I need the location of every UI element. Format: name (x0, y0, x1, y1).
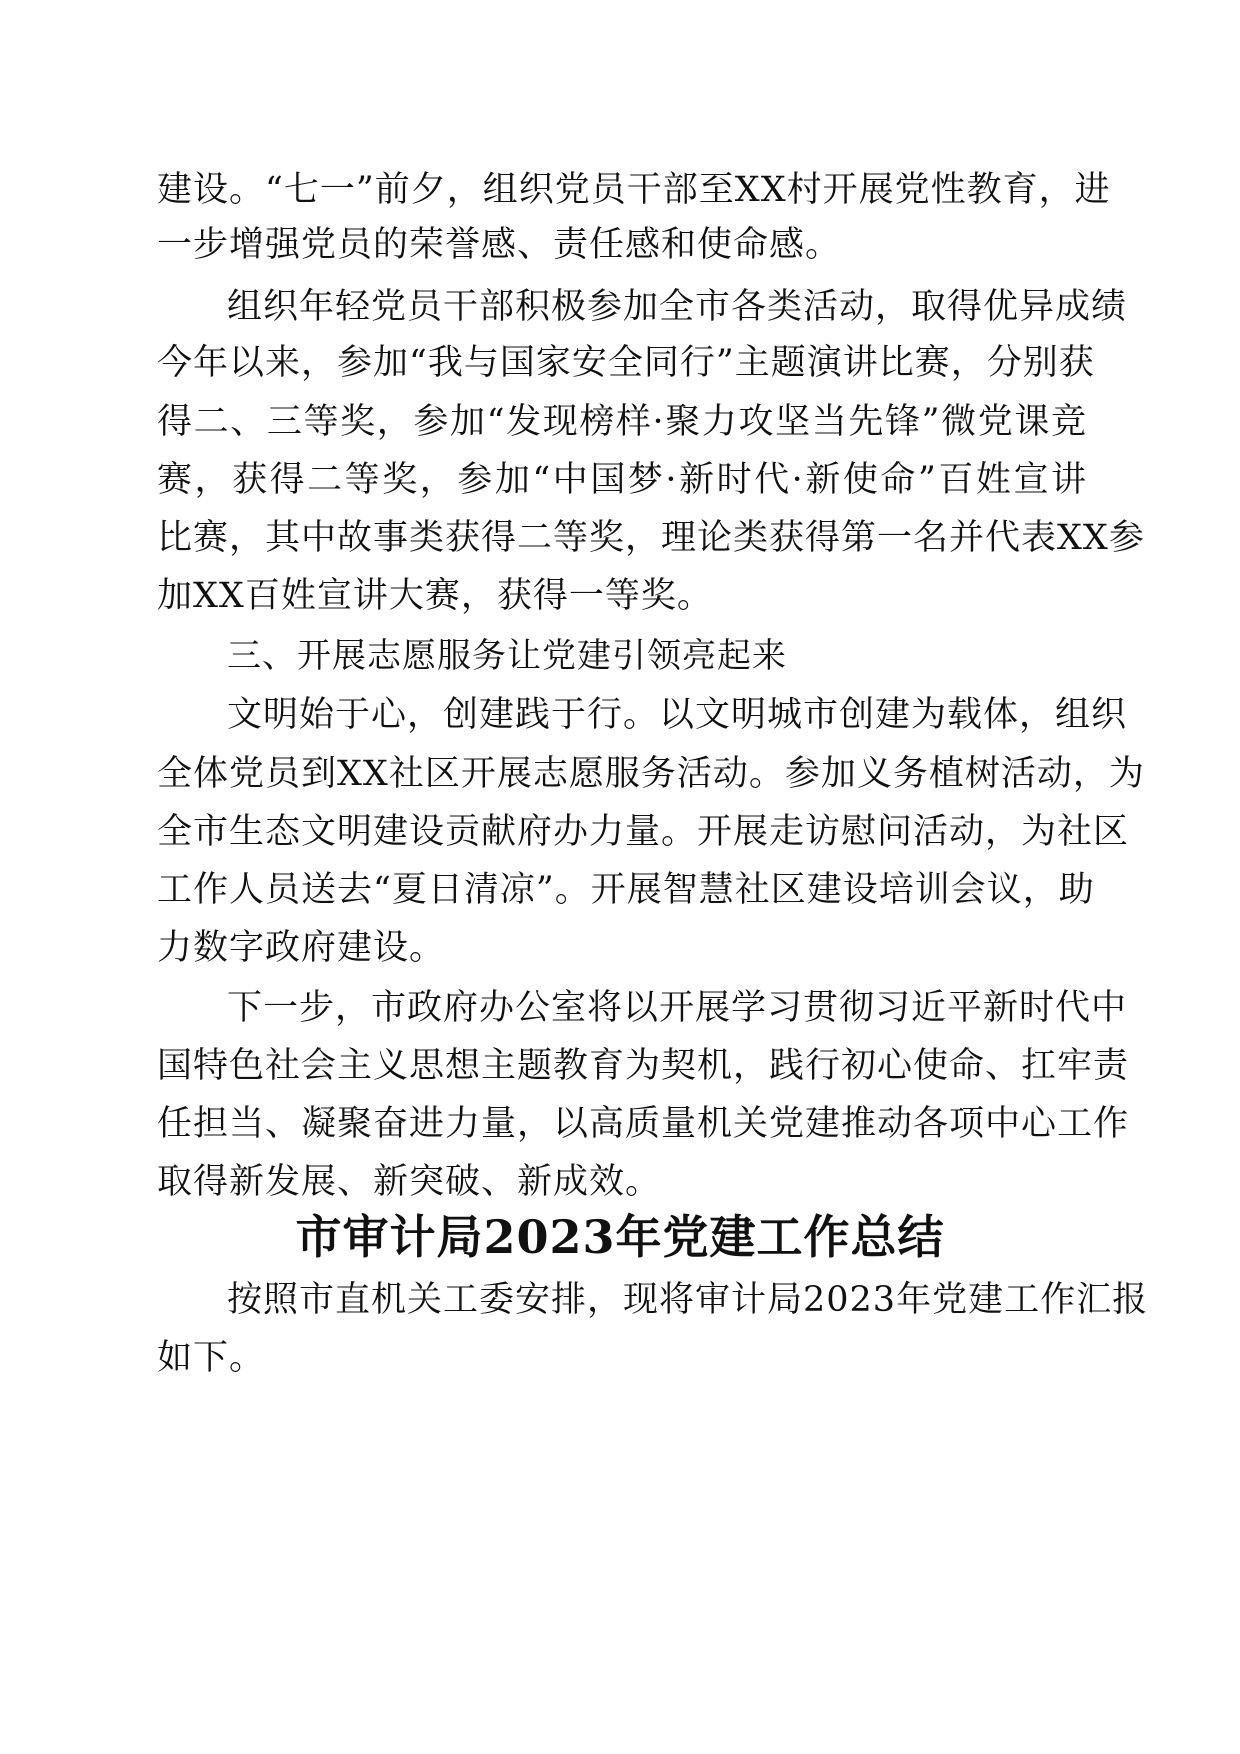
body-line: 文明始于心，创建践于行。以文明城市创建为载体，组织 (227, 695, 1128, 735)
body-line: 得二、三等奖，参加“发现榜样·聚力攻坚当先锋”微党课竞 (157, 402, 1087, 442)
body-line: 建设。“七一”前夕，组织党员干部至XX村开展党性教育，进 (157, 170, 1111, 210)
body-line: 如下。 (157, 1338, 266, 1378)
body-line: 取得新发展、新突破、新成效。 (157, 1162, 662, 1202)
body-line: 按照市直机关工委安排，现将审计局2023年党建工作汇报 (227, 1280, 1149, 1320)
body-line: 下一步，市政府办公室将以开展学习贯彻习近平新时代中 (227, 988, 1128, 1028)
body-line: 国特色社会主义思想主题教育为契机，践行初心使命、扛牢责 (157, 1046, 1130, 1086)
body-line: 全市生态文明建设贡献府办力量。开展走访慰问活动，为社区 (157, 812, 1130, 852)
document-title: 市审计局2023年党建工作总结 (295, 1210, 945, 1264)
body-line: 力数字政府建设。 (157, 928, 446, 968)
body-line: 今年以来，参加“我与国家安全同行”主题演讲比赛，分别获 (157, 343, 1095, 383)
section-heading: 三、开展志愿服务让党建引领亮起来 (227, 636, 787, 676)
body-line: 组织年轻党员干部积极参加全市各类活动，取得优异成绩 (227, 287, 1128, 327)
body-line: 赛，获得二等奖，参加“中国梦·新时代·新使命”百姓宣讲 (157, 460, 1087, 500)
body-line: 任担当、凝聚奋进力量，以高质量机关党建推动各项中心工作 (157, 1104, 1130, 1144)
body-line: 全体党员到XX社区开展志愿服务活动。参加义务植树活动，为 (157, 754, 1145, 794)
body-line: 比赛，其中故事类获得二等奖，理论类获得第一名并代表XX参 (157, 518, 1145, 558)
body-line: 工作人员送去“夏日清凉”。开展智慧社区建设培训会议，助 (157, 870, 1095, 910)
body-line: 加XX百姓宣讲大赛，获得一等奖。 (157, 576, 713, 616)
body-line: 一步增强党员的荣誉感、责任感和使命感。 (157, 225, 842, 265)
